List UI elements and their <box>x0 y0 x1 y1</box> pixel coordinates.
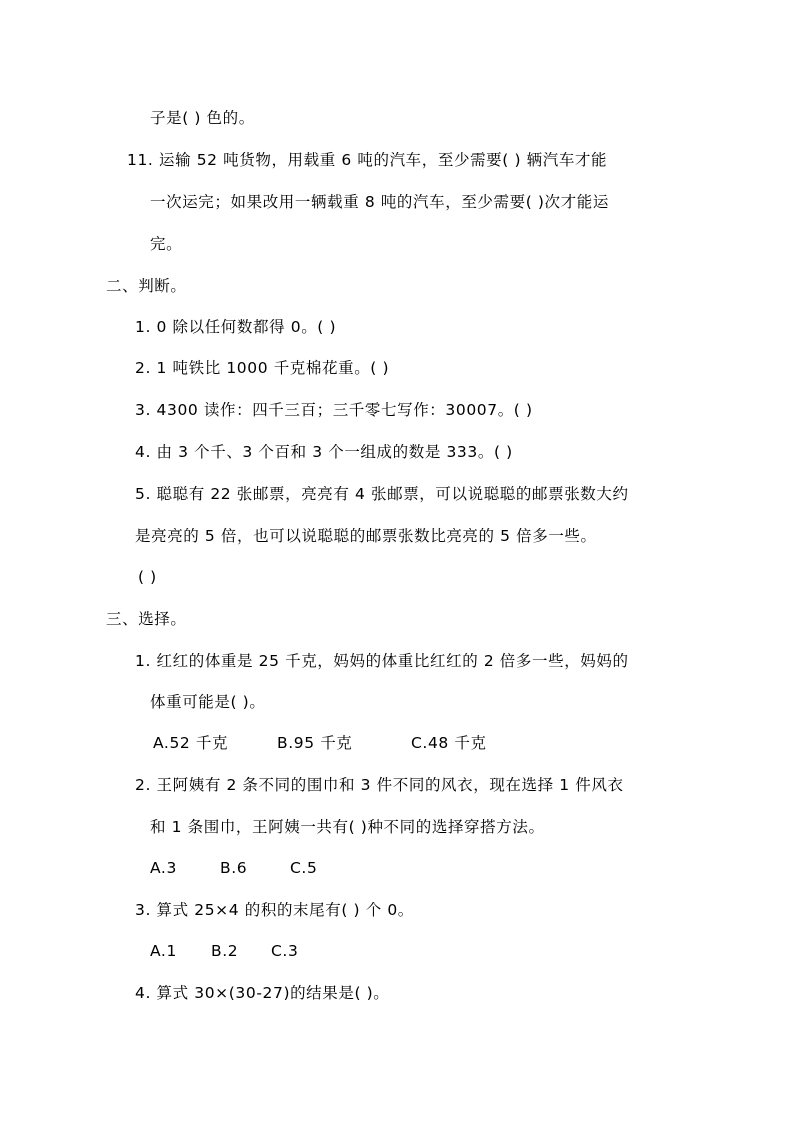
choice-item-3: 3. 算式 25×4 的积的末尾有( ) 个 0。 <box>135 901 414 919</box>
question-11-line-1: 11. 运输 52 吨货物，用载重 6 吨的汽车，至少需要( ) 辆汽车才能 <box>127 151 608 169</box>
option-a: A.3 <box>150 859 177 877</box>
judge-item-1: 1. 0 除以任何数都得 0。( ) <box>135 318 337 336</box>
option-b: B.95 千克 <box>277 734 353 752</box>
judge-item-2: 2. 1 吨铁比 1000 千克棉花重。( ) <box>135 359 390 377</box>
option-a: A.52 千克 <box>153 734 229 752</box>
judge-item-5-line-1: 5. 聪聪有 22 张邮票，亮亮有 4 张邮票，可以说聪聪的邮票张数大约 <box>135 485 629 503</box>
question-11-line-3: 完。 <box>150 235 183 253</box>
question-11-line-2: 一次运完；如果改用一辆载重 8 吨的汽车，至少需要( )次才能运 <box>150 193 609 211</box>
choice-item-2-line-2: 和 1 条围巾，王阿姨一共有( )种不同的选择穿搭方法。 <box>150 818 545 836</box>
option-b: B.2 <box>211 942 239 960</box>
choice-item-2-line-1: 2. 王阿姨有 2 条不同的围巾和 3 件不同的风衣，现在选择 1 件风衣 <box>135 776 624 794</box>
option-b: B.6 <box>220 859 248 877</box>
option-c: C.3 <box>271 942 299 960</box>
section-3-heading: 三、选择。 <box>106 610 187 628</box>
judge-item-5-answer: ( ) <box>138 568 157 586</box>
option-a: A.1 <box>150 942 177 960</box>
choice-item-1-options <box>153 733 487 753</box>
choice-item-1-line-2: 体重可能是( )。 <box>150 693 266 711</box>
choice-item-3-options <box>150 941 298 961</box>
choice-item-4: 4. 算式 30×(30-27)的结果是( )。 <box>135 984 390 1002</box>
judge-item-4: 4. 由 3 个千、3 个百和 3 个一组成的数是 333。( ) <box>135 443 513 461</box>
section-2-heading: 二、判断。 <box>106 277 187 295</box>
choice-item-2-options <box>150 858 317 878</box>
judge-item-3: 3. 4300 读作：四千三百；三千零七写作：30007。( ) <box>135 401 533 419</box>
option-c: C.48 千克 <box>411 734 487 752</box>
judge-item-5-line-2: 是亮亮的 5 倍，也可以说聪聪的邮票张数比亮亮的 5 倍多一些。 <box>135 527 597 545</box>
question-10-continuation: 子是( ) 色的。 <box>150 109 255 127</box>
option-c: C.5 <box>290 859 318 877</box>
choice-item-1-line-1: 1. 红红的体重是 25 千克，妈妈的体重比红红的 2 倍多一些，妈妈的 <box>135 652 629 670</box>
